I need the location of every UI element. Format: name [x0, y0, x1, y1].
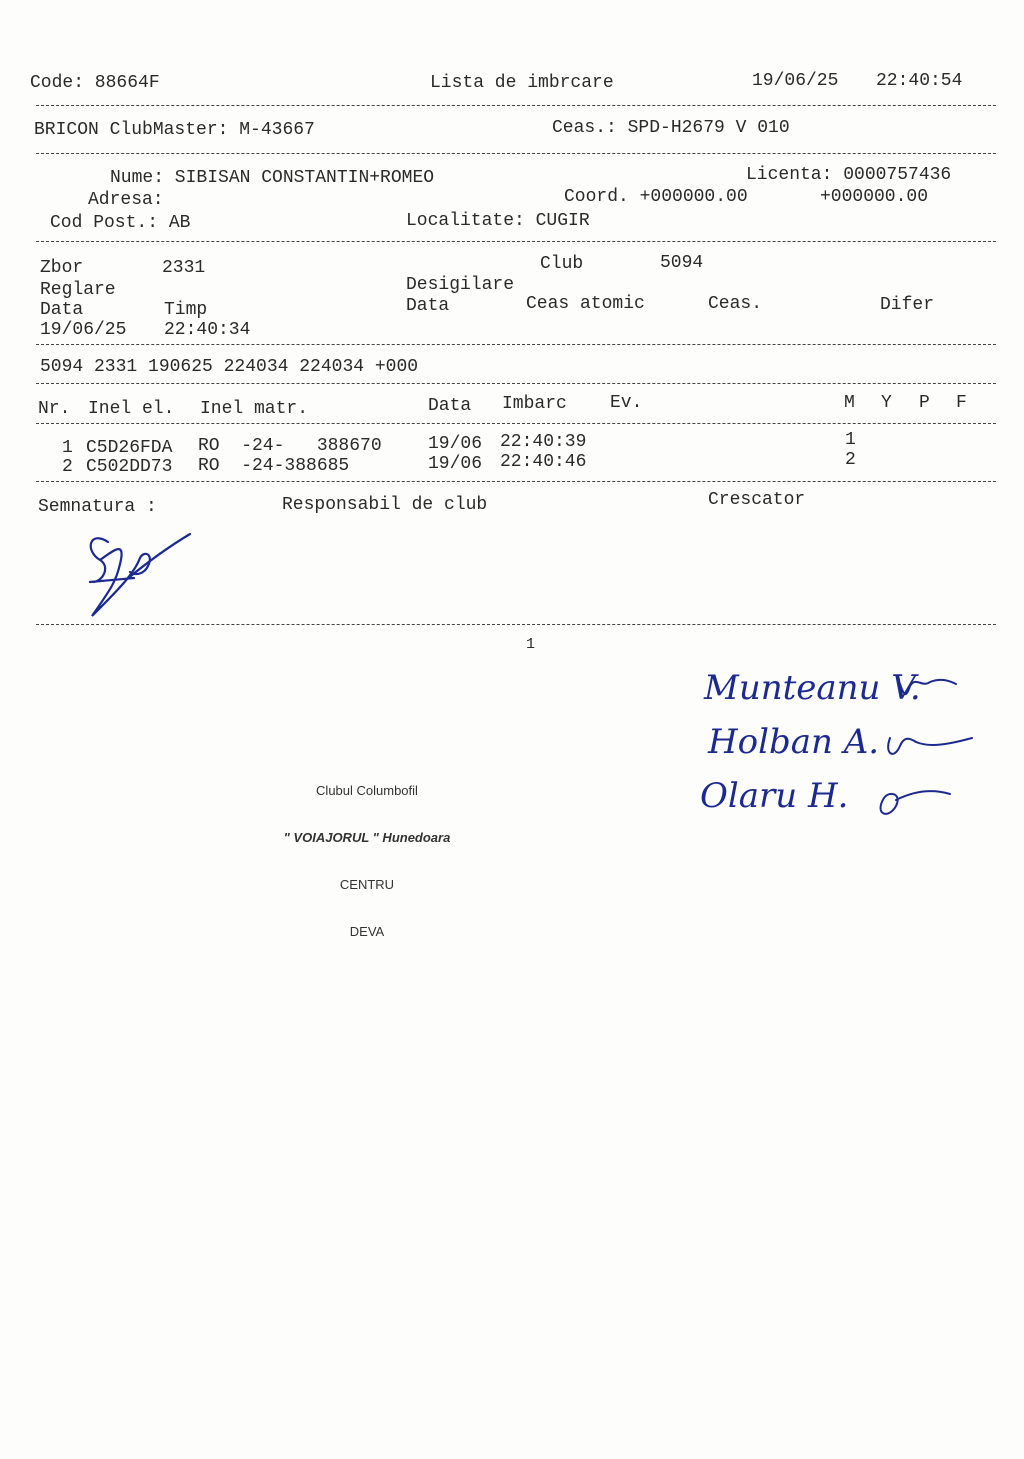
col-m: M	[844, 393, 855, 413]
stamp-line: CENTRU	[339, 876, 395, 892]
separator	[36, 481, 996, 482]
row-nr: 2	[62, 457, 73, 477]
club-stamp	[262, 752, 472, 970]
print-time: 22:40:54	[876, 71, 963, 91]
handwritten-initials	[860, 668, 1000, 828]
clock-id: Ceas.: SPD-H2679 V 010	[552, 118, 790, 138]
signature-label: Semnatura :	[38, 497, 157, 517]
reglare-label: Reglare	[40, 280, 116, 300]
row-data: 19/06	[428, 434, 483, 454]
separator	[36, 105, 996, 106]
col-imbarc: Imbarc	[502, 394, 567, 414]
code-line: 5094 2331 190625 224034 224034 +000	[40, 357, 419, 377]
separator	[36, 383, 996, 384]
clubmaster-id: BRICON ClubMaster: M-43667	[34, 120, 315, 140]
handwritten-name: Munteanu V.	[704, 668, 921, 708]
member-address: Adresa:	[88, 190, 164, 210]
member-postcode: Cod Post.: AB	[50, 213, 191, 233]
clock-label: Ceas.	[708, 294, 763, 314]
col-nr: Nr.	[38, 399, 71, 419]
club-label: Club	[540, 254, 584, 274]
separator	[36, 241, 996, 242]
document-title: Lista de imbrcare	[430, 73, 614, 93]
row-inel-el: C502DD73	[86, 457, 173, 477]
flight-label: Zbor	[40, 258, 84, 278]
row-inel-el: C5D26FDA	[86, 438, 173, 458]
separator	[36, 624, 996, 625]
col-f: F	[956, 393, 967, 413]
member-licence: Licenta: 0000757436	[746, 165, 952, 185]
data-label: Data	[40, 300, 84, 320]
member-locality: Localitate: CUGIR	[406, 211, 590, 231]
page-number: 1	[526, 636, 536, 653]
breeder-label: Crescator	[708, 490, 806, 510]
timp-label: Timp	[164, 300, 208, 320]
row-inel-matr: RO -24- 388670	[198, 436, 382, 456]
col-inel-el: Inel el.	[88, 399, 175, 419]
signature-image	[70, 520, 210, 630]
row-imbarc: 22:40:39	[500, 432, 587, 452]
handwritten-name: Holban A.	[708, 722, 880, 762]
stamp-line: DEVA	[349, 923, 385, 939]
col-inel-matr: Inel matr.	[200, 399, 309, 419]
row-m: 1	[845, 430, 856, 450]
col-data: Data	[428, 396, 472, 416]
data2-label: Data	[406, 296, 450, 316]
row-nr: 1	[62, 438, 73, 458]
row-imbarc: 22:40:46	[500, 452, 587, 472]
stamp-line: Clubul Columbofil	[316, 783, 418, 799]
atomic-clock-label: Ceas atomic	[526, 294, 645, 314]
col-p: P	[919, 393, 930, 413]
separator	[36, 423, 996, 424]
separator	[36, 153, 996, 154]
col-y: Y	[881, 393, 892, 413]
member-name: Nume: SIBISAN CONSTANTIN+ROMEO	[110, 168, 435, 188]
reglare-time: 22:40:34	[164, 320, 251, 340]
handwritten-name: Olaru H.	[700, 776, 849, 816]
row-m: 2	[845, 450, 856, 470]
club-value: 5094	[660, 253, 704, 273]
desigilare-label: Desigilare	[406, 275, 515, 295]
row-inel-matr: RO -24-388685	[198, 456, 350, 476]
col-ev: Ev.	[610, 393, 643, 413]
reglare-date: 19/06/25	[40, 320, 127, 340]
club-responsible-label: Responsabil de club	[282, 495, 488, 515]
print-date: 19/06/25	[752, 71, 839, 91]
flight-value: 2331	[162, 258, 206, 278]
stamp-line: " VOIAJORUL " Hunedoara	[283, 829, 451, 845]
row-data: 19/06	[428, 454, 483, 474]
document-code: Code: 88664F	[30, 73, 160, 93]
member-coord2: +000000.00	[820, 187, 929, 207]
member-coord: Coord. +000000.00	[564, 187, 748, 207]
difference-label: Difer	[880, 295, 935, 315]
separator	[36, 344, 996, 345]
